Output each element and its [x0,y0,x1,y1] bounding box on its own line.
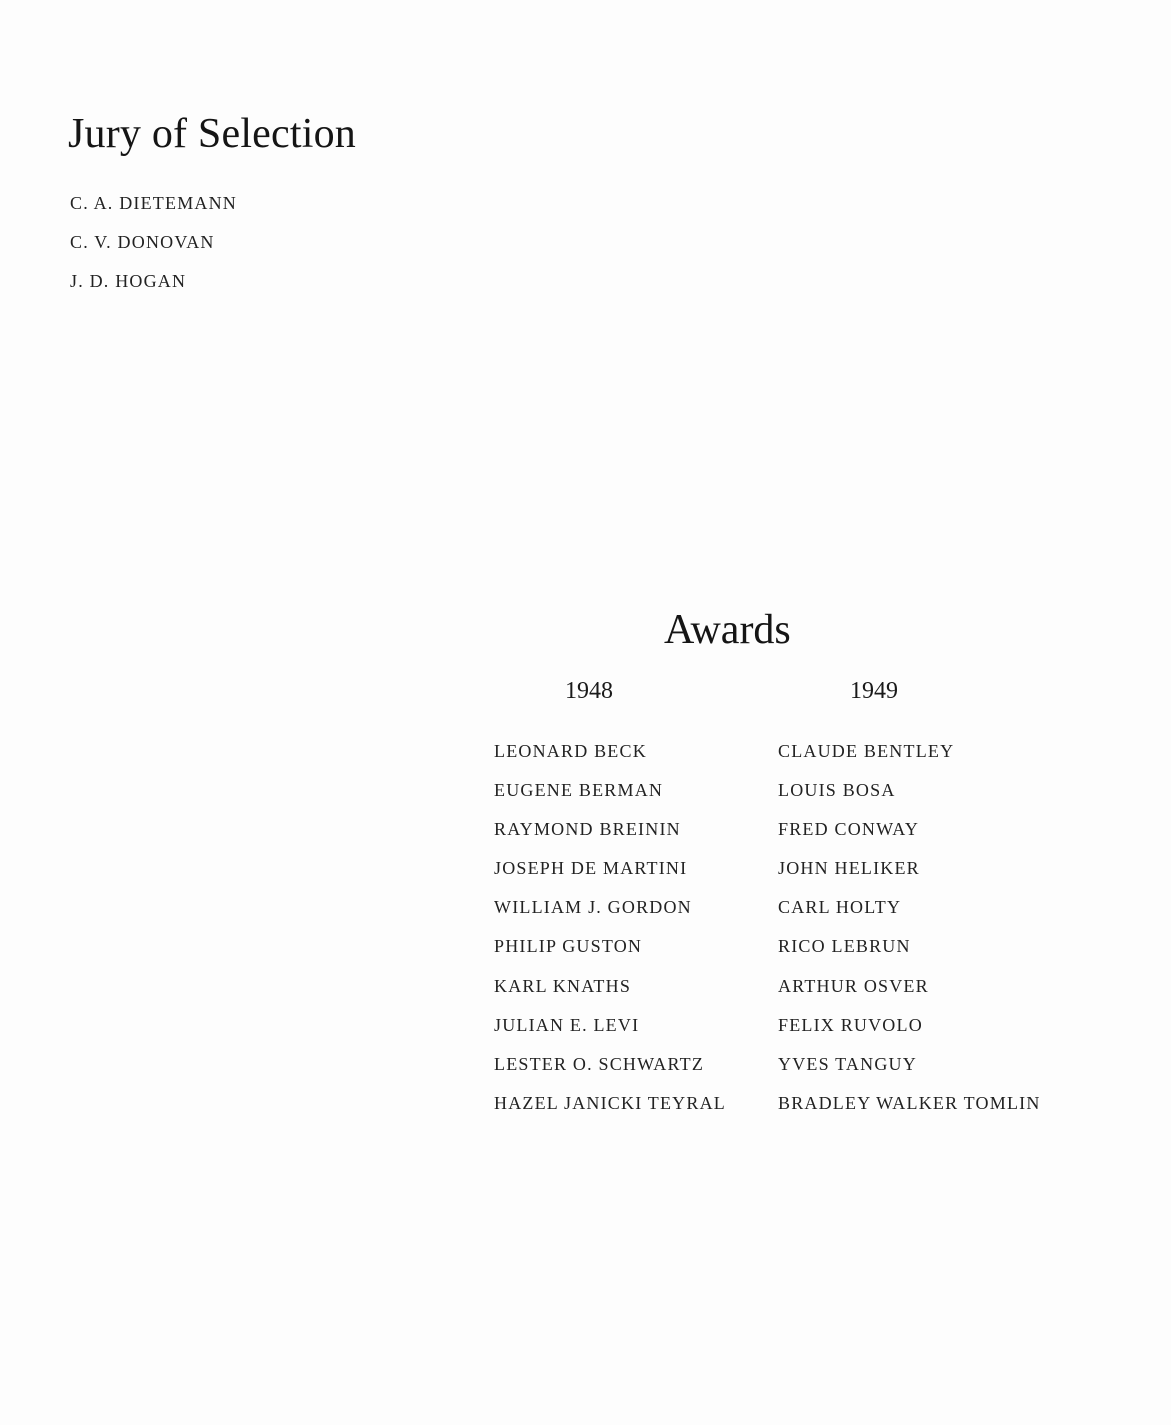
awardee-name: LESTER O. SCHWARTZ [494,1053,705,1074]
awardee-name: RAYMOND BREININ [494,819,681,840]
awardee-name: YVES TANGUY [778,1053,917,1074]
awardee-name: LEONARD BECK [494,741,647,761]
awardee-name: CLAUDE BENTLEY [778,741,955,761]
jury-member: C. V. DONOVAN [70,232,215,252]
jury-of-selection-section [68,108,356,301]
awardee-name: HAZEL JANICKI TEYRAL [494,1092,726,1113]
awardee-name: CARL HOLTY [778,897,902,918]
awardee-name: LOUIS BOSA [778,780,896,801]
awards-heading: Awards [664,607,791,653]
awardee-name: KARL KNATHS [494,975,632,996]
jury-member: J. D. HOGAN [70,271,187,291]
awardee-name: JOHN HELIKER [778,858,920,879]
awardee-list-1949 [778,732,1041,1123]
awardee-name: FELIX RUVOLO [778,1014,923,1035]
awardee-name: WILLIAM J. GORDON [494,897,692,918]
awardee-name: PHILIP GUSTON [494,936,643,957]
awardee-name: JOSEPH DE MARTINI [494,858,688,879]
awardee-name: FRED CONWAY [778,819,920,840]
jury-member-list [70,184,356,301]
jury-heading: Jury of Selection [68,111,357,157]
year-heading-1948: 1948 [565,678,613,704]
jury-member: C. A. DIETEMANN [70,193,237,213]
awardee-name: BRADLEY WALKER TOMLIN [778,1092,1041,1113]
year-heading-1949: 1949 [850,678,898,704]
awardee-name: JULIAN E. LEVI [494,1014,640,1035]
awardee-name: EUGENE BERMAN [494,780,664,801]
awardee-list-1948 [494,732,726,1123]
awardee-name: RICO LEBRUN [778,936,911,957]
awardee-name: ARTHUR OSVER [778,975,929,996]
